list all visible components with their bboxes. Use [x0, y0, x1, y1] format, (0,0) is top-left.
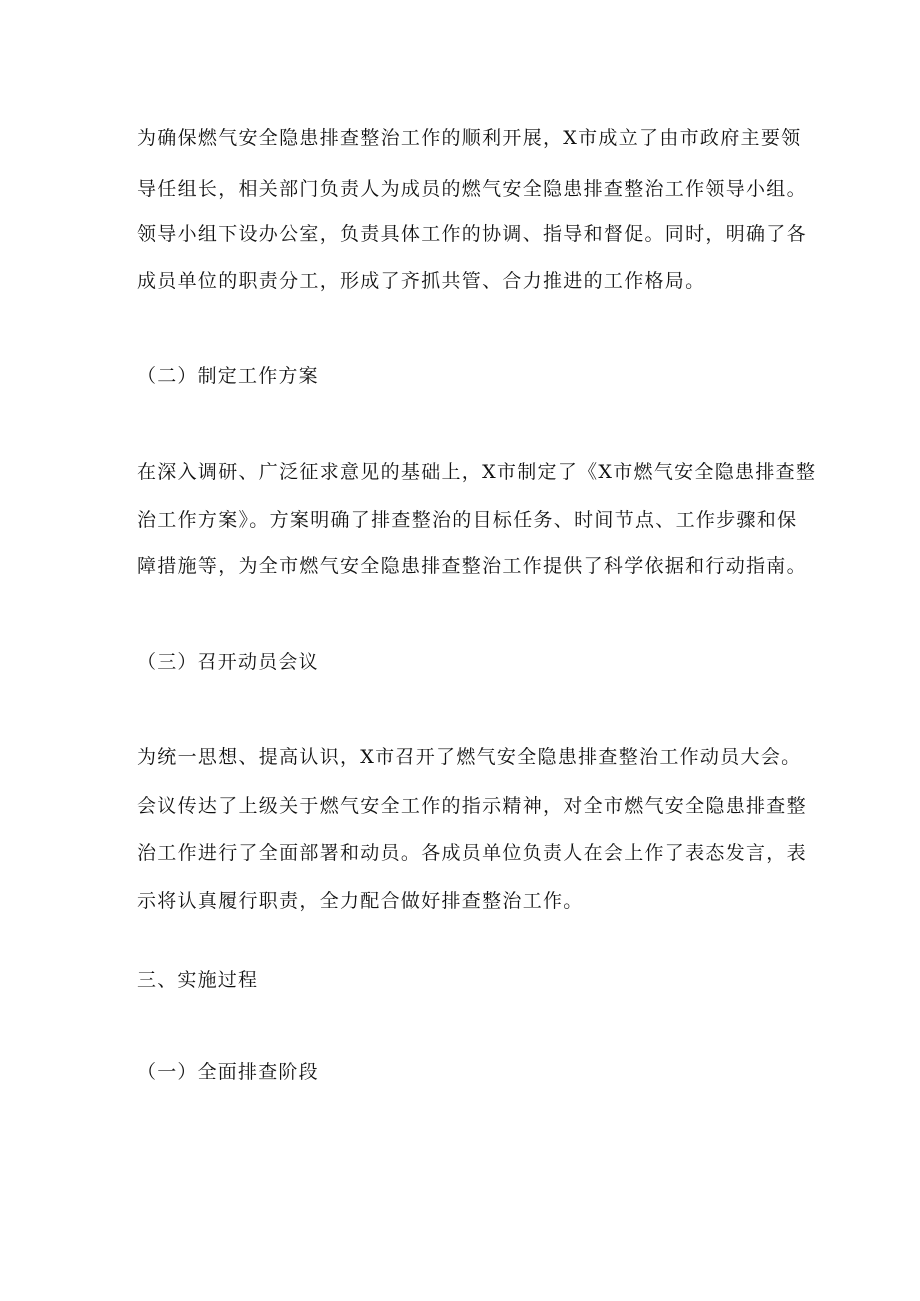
- paragraph-2-line-1: 在深入调研、广泛征求意见的基础上，X市制定了《X市燃气安全隐患排查整: [137, 461, 817, 483]
- section-heading-3-1: （一）全面排查阶段: [137, 1061, 319, 1083]
- section-heading-3: 三、实施过程: [137, 969, 259, 991]
- section-heading-2-2: （二）制定工作方案: [137, 365, 319, 387]
- paragraph-3-line-1: 为统一思想、提高认识，X市召开了燃气安全隐患排查整治工作动员大会。: [137, 746, 802, 768]
- paragraph-1-line-2: 导任组长，相关部门负责人为成员的燃气安全隐患排查整治工作领导小组。: [137, 178, 807, 200]
- paragraph-1-line-4: 成员单位的职责分工，形成了齐抓共管、合力推进的工作格局。: [137, 270, 706, 292]
- paragraph-2-line-3: 障措施等，为全市燃气安全隐患排查整治工作提供了科学依据和行动指南。: [137, 555, 807, 577]
- paragraph-3-line-4: 示将认真履行职责，全力配合做好排查整治工作。: [137, 890, 584, 912]
- paragraph-2-line-2: 治工作方案》。方案明确了排查整治的目标任务、时间节点、工作步骤和保: [137, 509, 798, 531]
- paragraph-1-line-1: 为确保燃气安全隐患排查整治工作的顺利开展，X市成立了由市政府主要领: [137, 127, 802, 149]
- paragraph-1-line-3: 领导小组下设办公室，负责具体工作的协调、指导和督促。同时，明确了各: [137, 223, 807, 245]
- paragraph-3-line-2: 会议传达了上级关于燃气安全工作的指示精神，对全市燃气安全隐患排查整: [137, 795, 807, 817]
- section-heading-2-3: （三）召开动员会议: [137, 651, 319, 673]
- paragraph-3-line-3: 治工作进行了全面部署和动员。各成员单位负责人在会上作了表态发言，表: [137, 842, 807, 864]
